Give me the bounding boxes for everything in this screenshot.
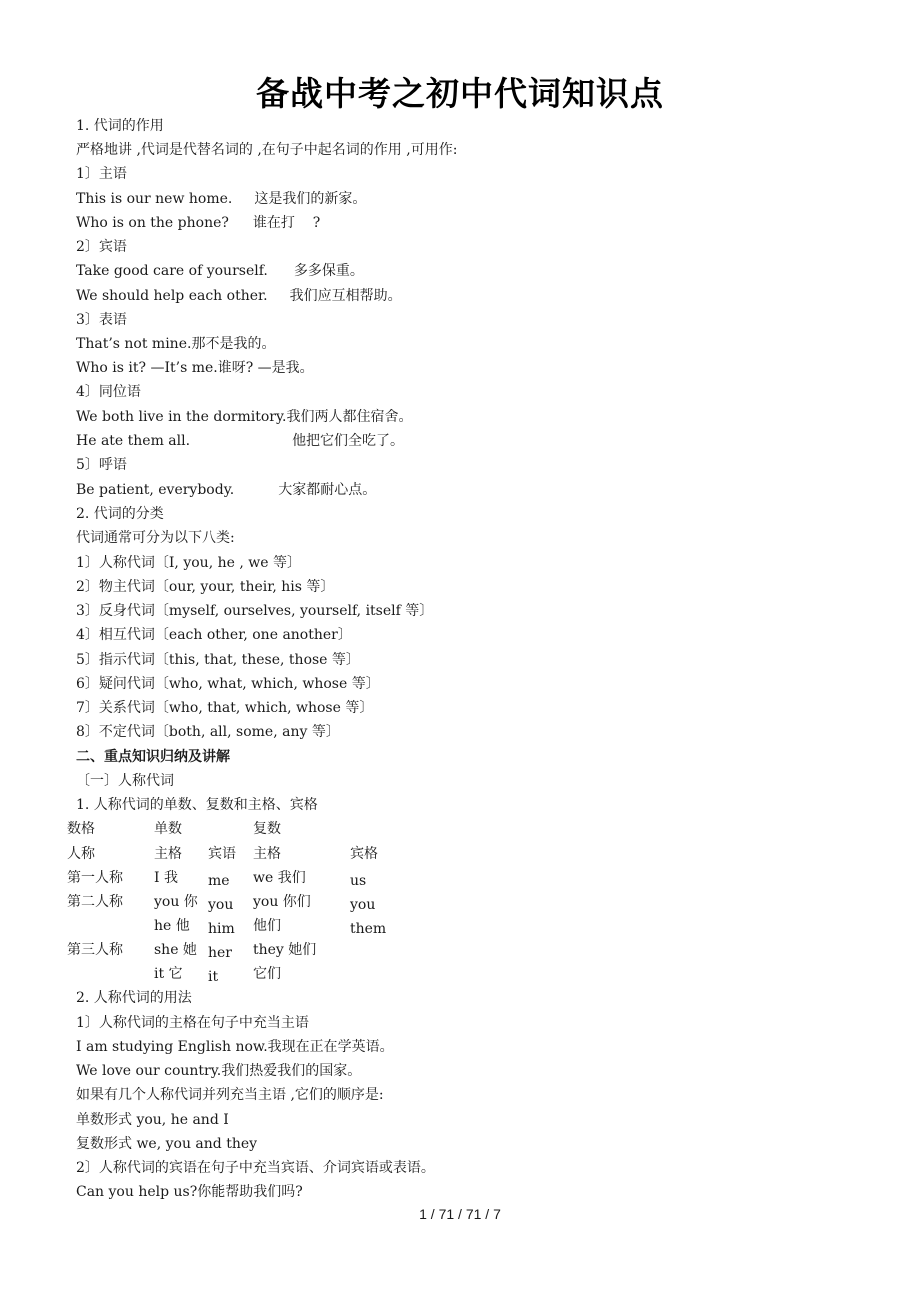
list-label: 1〕人称代词的主格在句子中充当主语 (76, 1015, 309, 1031)
table-cell: him (208, 921, 235, 937)
table-cell: her (208, 945, 232, 961)
table-header: 宾语 (208, 846, 236, 862)
list-item: 6〕疑问代词〔who, what, which, whose 等〕 (76, 676, 380, 692)
example-line (76, 286, 402, 306)
list-label: 5〕呼语 (76, 457, 127, 473)
table-cell: you (350, 897, 376, 913)
table-header: 主格 (154, 846, 182, 862)
example-zh: 大家都耐心点。 (278, 482, 377, 498)
table-cell: 他们 (253, 918, 281, 934)
table-header: 主格 (253, 846, 281, 862)
example-line: Who is it? —It’s me.谁呀? —是我。 (76, 360, 314, 376)
table-cell: 第三人称 (67, 942, 123, 958)
table-cell: you 你 (154, 894, 198, 910)
table-header: 宾格 (350, 846, 378, 862)
page-title: 备战中考之初中代词知识点 (256, 74, 664, 113)
example-en: Be patient, everybody. (76, 482, 235, 498)
table-cell: you 你们 (253, 894, 311, 910)
table-cell: they 她们 (253, 942, 317, 958)
section-heading: 1. 代词的作用 (76, 118, 164, 134)
example-zh: 多多保重。 (293, 263, 364, 279)
table-header: 复数 (253, 821, 281, 837)
table-cell: us (350, 873, 367, 889)
page-number: 1 / 71 / 71 / 7 (419, 1206, 501, 1222)
example-line: Can you help us?你能帮助我们吗? (76, 1184, 303, 1200)
example-zh: 谁在打 ? (252, 215, 321, 231)
list-item: 2〕物主代词〔our, your, their, his 等〕 (76, 579, 335, 595)
example-line: We love our country.我们热爱我们的国家。 (76, 1063, 362, 1079)
table-cell: me (208, 873, 230, 889)
example-line: I am studying English now.我现在正在学英语。 (76, 1039, 394, 1055)
example-zh: 这是我们的新家。 (254, 191, 367, 207)
list-item: 3〕反身代词〔myself, ourselves, yourself, itself 等〕 (76, 603, 434, 619)
table-header: 人称 (67, 846, 95, 862)
example-en: This is our new home. (76, 191, 233, 207)
example-line (76, 480, 376, 500)
section-heading: 2. 代词的分类 (76, 506, 164, 522)
table-cell: she 她 (154, 942, 197, 958)
subsection-heading: 〔一〕人称代词 (76, 773, 174, 789)
list-item: 5〕指示代词〔this, that, these, those 等〕 (76, 652, 360, 668)
example-en: We should help each other. (76, 288, 268, 304)
list-label: 2〕人称代词的宾语在句子中充当宾语、介词宾语或表语。 (76, 1160, 435, 1176)
table-cell: 第二人称 (67, 894, 123, 910)
paragraph: 如果有几个人称代词并列充当主语 ,它们的顺序是: (76, 1087, 384, 1103)
example-line: We both live in the dormitory.我们两人都住宿舍。 (76, 409, 413, 425)
example-en: Who is on the phone? (76, 215, 229, 231)
paragraph: 严格地讲 ,代词是代替名词的 ,在句子中起名词的作用 ,可用作: (76, 142, 458, 158)
table-cell: it 它 (154, 966, 183, 982)
example-line: 复数形式 we, you and they (76, 1136, 258, 1152)
example-en: He ate them all. (76, 433, 191, 449)
list-item: 8〕不定代词〔both, all, some, any 等〕 (76, 724, 340, 740)
table-header: 数格 (67, 821, 95, 837)
table-cell: I 我 (154, 870, 178, 886)
table-header: 单数 (154, 821, 182, 837)
list-item: 4〕相互代词〔each other, one another〕 (76, 627, 352, 643)
section-heading: 二、重点知识归纳及讲解 (76, 749, 230, 765)
table-title: 1. 人称代词的单数、复数和主格、宾格 (76, 797, 318, 813)
table-cell: it (208, 969, 219, 985)
table-cell: we 我们 (253, 870, 306, 886)
example-line (76, 261, 364, 281)
table-cell: them (350, 921, 387, 937)
table-cell: 第一人称 (67, 870, 123, 886)
list-label: 3〕表语 (76, 312, 127, 328)
table-cell: you (208, 897, 234, 913)
example-line (76, 189, 366, 209)
list-label: 2〕宾语 (76, 239, 127, 255)
example-zh: 他把它们全吃了。 (292, 433, 405, 449)
list-label: 1〕主语 (76, 166, 127, 182)
example-line (76, 213, 320, 233)
list-label: 4〕同位语 (76, 384, 141, 400)
paragraph: 代词通常可分为以下八类: (76, 530, 235, 546)
example-line (76, 431, 404, 451)
list-item: 1〕人称代词〔I, you, he , we 等〕 (76, 555, 301, 571)
example-line: 单数形式 you, he and I (76, 1112, 229, 1128)
example-en: Take good care of yourself. (76, 263, 268, 279)
list-item: 7〕关系代词〔who, that, which, whose 等〕 (76, 700, 374, 716)
table-cell: he 他 (154, 918, 190, 934)
section-heading: 2. 人称代词的用法 (76, 990, 192, 1006)
table-cell: 它们 (253, 966, 281, 982)
example-zh: 我们应互相帮助。 (289, 288, 402, 304)
example-line: That’s not mine.那不是我的。 (76, 336, 276, 352)
